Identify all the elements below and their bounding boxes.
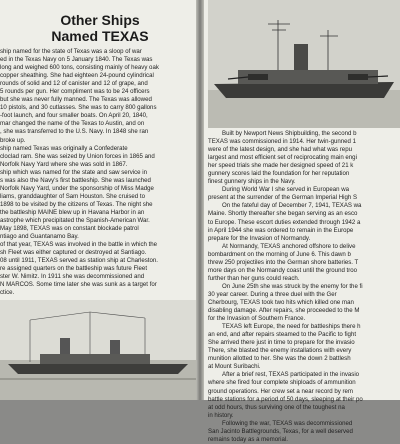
text-line: disabling damage. After repairs, she proceeded to the M (208, 307, 360, 315)
text-line: s was also the Navy's first battleship. She was launched (0, 176, 151, 184)
text-line: in history. (208, 411, 234, 419)
text-line: TEXAS was commissioned in 1914. Her twin-gunned 1 (208, 138, 357, 146)
text-line: in April 1944 she was ordered to remain in the Europe (208, 226, 354, 234)
text-line: long and weighed 600 tons, consisting mainly of heavy oak (0, 64, 159, 72)
text-line: rounds of solid and 12 of canister and 12 of grape, and (0, 80, 148, 88)
text-line: ctice. (0, 289, 15, 297)
text-line: for the Invasion of Southern France. (208, 315, 306, 323)
text-line: more days on the Normandy coast until the ground troo (208, 266, 358, 274)
text-line: There, she blasted the enemy installations with every (208, 347, 352, 355)
text-line: an end, and after repairs steamed to the Pacific to fight (208, 331, 357, 339)
text-line: gunnery scores laid the foundation for her reputation (208, 170, 350, 178)
title-line-2: Named TEXAS (51, 28, 149, 44)
text-line: Norfolk Navy Yard where she was sold in 1867. (0, 160, 128, 168)
text-line: During World War I she served in European wa (222, 186, 350, 194)
text-line: May 1898, TEXAS was on constant blockade patrol (0, 225, 139, 233)
text-line: 08 until 1911, TEXAS served as station ship at Charleston. (0, 257, 158, 265)
text-line: cloclad ram. She was seized by Union forces in 1865 and (0, 152, 155, 160)
text-line: Maine. Shortly thereafter she began serving as an esco (208, 210, 358, 218)
text-line: astrophe which precipitated the Spanish-American War. (0, 216, 150, 224)
text-line: -foot launch, and four smaller boats. On April 20, 1840, (0, 112, 148, 120)
text-line: ship named Texas was originally a Confederate (0, 144, 128, 152)
text-line: further than her guns could reach. (208, 274, 300, 282)
text-line: , she was transferred to the U.S. Navy. In 1848 she ran (0, 128, 149, 136)
text-line: threw 250 projectiles into the German shore batteries. T (208, 258, 359, 266)
text-line: her speed trials she made her designed speed of 21 k (208, 162, 354, 170)
text-line: mar changed the name of the Texas to Austin, and on (0, 120, 145, 128)
text-line: Norfolk Navy Yard, under the sponsorship of Miss Madge (0, 184, 154, 192)
text-line: ntiago and Guantanamo Bay. (0, 233, 79, 241)
text-line: ground operations. Her crew set a near record by rem (208, 387, 353, 395)
battleship-illustration (0, 300, 196, 400)
text-line: munition allotted to her. She was the down 2 battlesh (208, 355, 351, 363)
text-line: prepare for the Invasion of Normandy. (208, 234, 311, 242)
text-line: 1898 to be visited by the citizens of Texas. The night she (0, 200, 153, 208)
text-line: copper sheathing. She had eighteen 24-pound cylindrical (0, 72, 154, 80)
text-line: 5 rounds per gun. Her compliment was to be 24 officers (0, 88, 150, 96)
text-line: at odd hours, thus surviving one of the toughest na (208, 403, 345, 411)
text-line: At Normandy, TEXAS anchored offshore to delive (222, 242, 356, 250)
text-line: bombardment on the morning of June 6. This dawn b (208, 250, 351, 258)
text-line: the battleship MAINE blew up in Havana Harbor in an (0, 208, 145, 216)
text-line: She arrived there just in time to prepare for the invasio (208, 339, 355, 347)
text-line: at Mount Suribachi. (208, 363, 261, 371)
text-line: TEXAS left Europe, the need for battleships there h (222, 323, 361, 331)
text-line: largest and most efficient set of reciprocating main engi (208, 154, 357, 162)
text-line: of that year, TEXAS was involved in the battle in which the (0, 241, 158, 249)
text-line: ed in the Texas Navy on 5 January 1840. The Texas was (0, 56, 153, 64)
text-line: ship named for the state of Texas was a sloop of war (0, 48, 142, 55)
text-line: N MARCOS. Some time later she was sunk as a target for (0, 281, 157, 289)
text-line: 30 year career. During a three duel with the Ger (208, 290, 337, 298)
text-line: After a brief rest, TEXAS participated in the invasio (222, 371, 360, 379)
text-line: 10 pistols, and 30 cutlasses. She was to carry 800 gallons (0, 104, 157, 112)
text-line: ship which was named for the state and saw service in (0, 168, 147, 176)
text-line: finest gunnery ships in the Navy. (208, 178, 296, 186)
page-title (0, 12, 188, 44)
text-line: liams, granddaughter of Sam Houston. She cruised to (0, 192, 145, 200)
text-line: sh Fleet was either captured or destroyed at Santiago. (0, 249, 147, 257)
text-line: but she was never fully manned. The Texas was allowed (0, 96, 152, 104)
text-line: present at the surrender of the German Imperial High S (208, 194, 358, 202)
battleship-photo-right (208, 0, 400, 128)
battleship-texas-illustration (208, 0, 400, 128)
text-line: Built by Newport News Shipbuilding, the second b (222, 130, 357, 137)
right-page (204, 0, 400, 443)
right-body-text (208, 130, 400, 444)
text-line: On June 25th she was struck by the enemy for the fi (222, 282, 363, 290)
book-gutter (196, 0, 204, 400)
text-line: Following the war, TEXAS was decommissioned (222, 419, 353, 427)
text-line: On the fateful day of December 7, 1941, TEXAS wa (222, 202, 362, 210)
text-line: remains today as a memorial. (208, 435, 288, 443)
text-line: Cherbourg, TEXAS took two hits which killed one man (208, 298, 354, 306)
text-line: where she fired four complete shiploads of ammunition (208, 379, 356, 387)
text-line: San Jacinto Battlegrounds, Texas, for a well deserved (208, 427, 353, 435)
text-line: broke up. (0, 136, 26, 144)
title-line-1: Other Ships (60, 12, 140, 28)
text-line: ster W. Nimitz. In 1911 she was decommissioned and (0, 273, 145, 281)
text-line: were of the latest design, and she had what was repu (208, 146, 352, 154)
text-line: re assigned quarters on the battleship was future Fleet (0, 265, 148, 273)
text-line: battle stations for a period of 50 days, sleeping at their po (208, 395, 363, 403)
battleship-photo-left (0, 300, 196, 400)
left-body-text (0, 48, 188, 297)
text-line: to Europe. These escort duties extended through 1942 a (208, 218, 361, 226)
